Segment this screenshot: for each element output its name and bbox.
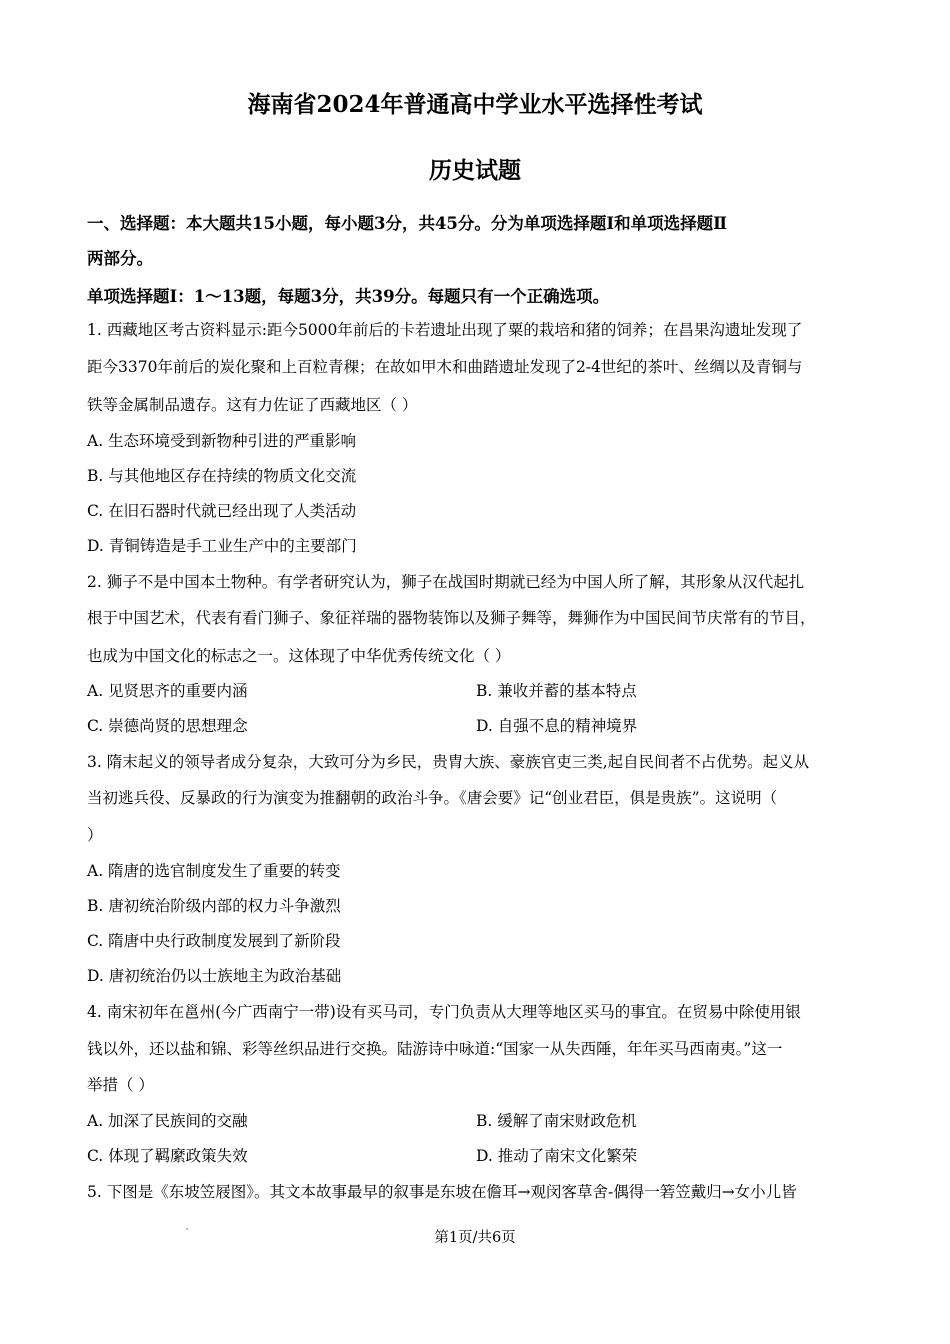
question-3-option-d: D. 唐初统治仍以士族地主为政治基础 (87, 967, 342, 985)
question-1-line-1: 1. 西藏地区考古资料显示:距今5000年前后的卡若遗址出现了粟的栽培和猪的饲养；在昌果沟遗址发现了 (87, 321, 803, 339)
question-2-option-b: B. 兼收并蓄的基本特点 (476, 682, 637, 700)
question-1-option-d: D. 青铜铸造是手工业生产中的主要部门 (87, 537, 357, 555)
question-2-option-a: A. 见贤思齐的重要内涵 (87, 682, 248, 700)
question-2-option-c: C. 崇德尚贤的思想理念 (87, 717, 248, 735)
question-3-option-a: A. 隋唐的选官制度发生了重要的转变 (87, 862, 341, 880)
question-2-line-1: 2. 狮子不是中国本土物种。有学者研究认为，狮子在战国时期就已经为中国人所了解，其形象从汉代起扎 (87, 573, 805, 591)
question-2-line-2: 根于中国艺术，代表有看门狮子、象征祥瑞的器物装饰以及狮子舞等，舞狮作为中国民间节庆常有的节目， (87, 609, 816, 627)
question-1-option-a: A. 生态环境受到新物种引进的严重影响 (87, 432, 357, 450)
question-3-option-b: B. 唐初统治阶级内部的权力斗争激烈 (87, 897, 341, 915)
question-3-option-c: C. 隋唐中央行政制度发展到了新阶段 (87, 932, 341, 950)
question-4-option-d: D. 推动了南宋文化繁荣 (476, 1147, 638, 1165)
question-2-option-d: D. 自强不息的精神境界 (476, 717, 638, 735)
question-1-line-3: 铁等金属制品遗存。这有力佐证了西藏地区（ ） (87, 396, 418, 414)
question-4-line-2: 钱以外，还以盐和锦、彩等丝织品进行交换。陆游诗中咏道:“国家一从失西陲，年年买马西南夷。”这一 (87, 1040, 783, 1058)
question-4-line-1: 4. 南宋初年在邕州(今广西南宁一带)设有买马司，专门负责从大理等地区买马的事宜。在贸易中除使用银 (87, 1003, 801, 1021)
section-heading-line1: 一、选择题：本大题共15小题，每小题3分，共45分。分为单项选择题Ⅰ和单项选择题Ⅱ (87, 214, 728, 233)
exam-title: 海南省2024年普通高中学业水平选择性考试 (247, 91, 703, 118)
section-sub-heading: 单项选择题Ⅰ：1～13题，每题3分，共39分。每题只有一个正确选项。 (87, 287, 610, 306)
question-5-line-1: 5. 下图是《东坡笠屐图》。其文本故事最早的叙事是东坡在儋耳→观闵客草舍-偶得一箬笠戴归→女小儿皆 (87, 1183, 797, 1201)
section-heading-line2: 两部分。 (87, 249, 153, 268)
exam-subtitle: 历史试题 (429, 157, 521, 184)
question-3-line-2: 当初逃兵役、反暴政的行为演变为推翻朝的政治斗争。《唐会要》记“创业君臣，俱是贵族”。这说明（ (87, 789, 778, 807)
question-1-line-2: 距今3370年前后的炭化聚和上百粒青稞；在故如甲木和曲踏遗址发现了2-4世纪的茶叶、丝绸以及青铜与 (87, 358, 803, 376)
question-4-line-3: 举措（ ） (87, 1076, 154, 1094)
question-2-line-3: 也成为中国文化的标志之一。这体现了中华优秀传统文化（ ） (87, 647, 511, 665)
question-3-line-3: ） (87, 826, 103, 844)
question-1-option-b: B. 与其他地区存在持续的物质文化交流 (87, 467, 357, 485)
question-4-option-b: B. 缓解了南宋财政危机 (476, 1112, 637, 1130)
question-1-option-c: C. 在旧石器时代就已经出现了人类活动 (87, 502, 357, 520)
question-3-line-1: 3. 隋末起义的领导者成分复杂，大致可分为乡民，贵胄大族、豪族官吏三类,起自民间者不占优势。起义从 (87, 753, 810, 771)
page-number: 第1页/共6页 (434, 1230, 516, 1246)
question-4-option-c: C. 体现了羁縻政策失效 (87, 1147, 248, 1165)
question-4-option-a: A. 加深了民族间的交融 (87, 1112, 248, 1130)
